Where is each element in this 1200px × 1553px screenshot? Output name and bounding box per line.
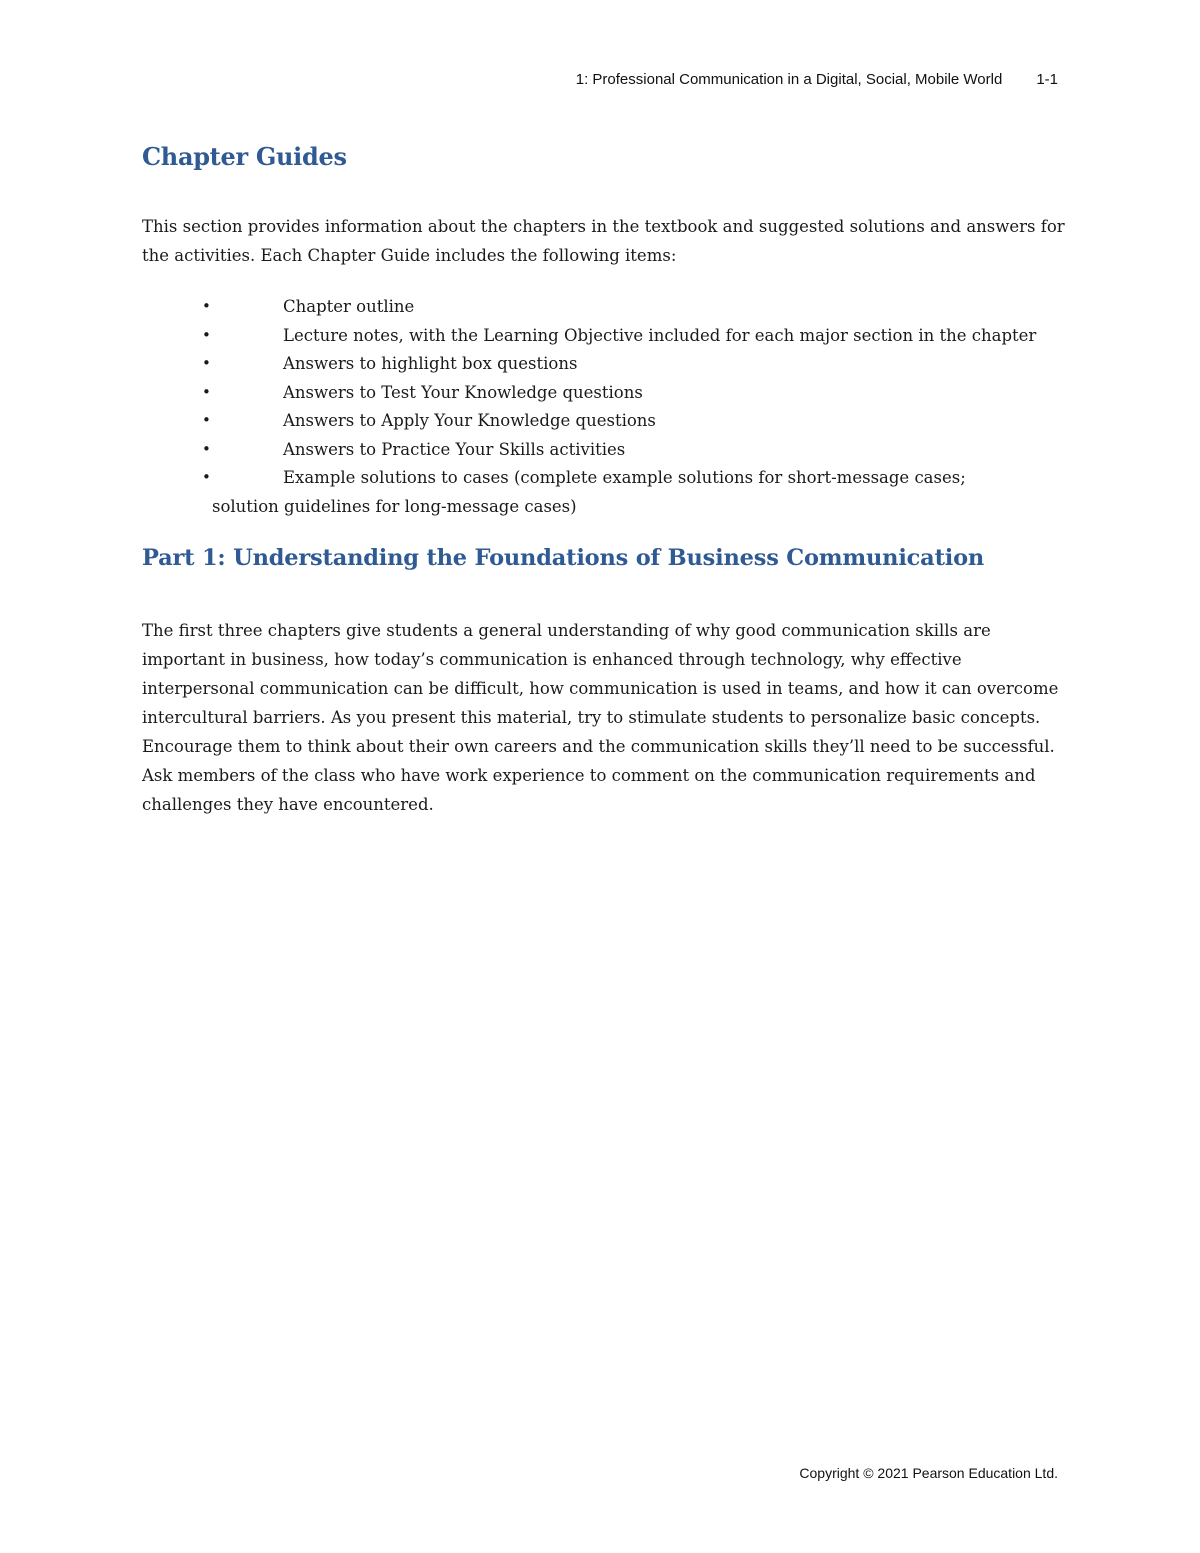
bullet-icon: • xyxy=(202,354,211,372)
list-item-text: Answers to Apply Your Knowledge questions xyxy=(283,411,656,430)
list-item xyxy=(142,406,1072,435)
list-item xyxy=(142,321,1072,350)
list-item-text: Chapter outline xyxy=(283,297,415,316)
list-item-text: Answers to Test Your Knowledge questions xyxy=(283,382,643,402)
list-item xyxy=(142,435,1072,464)
copyright-footer: Copyright © 2021 Pearson Education Ltd. xyxy=(799,1465,1058,1481)
list-item-text: Answers to highlight box questions xyxy=(283,354,578,373)
bullet-icon: • xyxy=(202,468,211,486)
list-item-text: Lecture notes, with the Learning Objective included for each major section in the chapter xyxy=(283,325,1037,345)
section-title: Chapter Guides xyxy=(142,142,347,171)
running-title: 1: Professional Communication in a Digital, Social, Mobile World xyxy=(575,71,1003,88)
bullet-icon: • xyxy=(202,297,211,315)
part-title: Part 1: Understanding the Foundations of Business Communication xyxy=(142,545,985,571)
page-header xyxy=(576,71,1058,88)
list-item-continuation: solution guidelines for long-message cases) xyxy=(212,497,577,516)
chapter-guide-items xyxy=(142,292,1072,521)
list-item xyxy=(142,463,1072,521)
list-item-text: Example solutions to cases (complete example solutions for short-message cases; xyxy=(283,468,966,487)
list-item xyxy=(142,349,1072,378)
list-item xyxy=(142,378,1072,407)
part-paragraph: The first three chapters give students a general understanding of why good communication skills are important in business, how today’s communication is enhanced through technology, why effective interpersonal communication can be difficult, how communication is used in teams, and how it can overcome intercultural barriers. As you present this material, try to stimulate students to personalize basic concepts. Encourage them to think about their own careers and the communication skills they’ll need to be successful. Ask members of the class who have work experience to comment on the communication requirements and challenges they have encountered. xyxy=(142,621,1059,814)
bullet-icon: • xyxy=(202,439,211,458)
list-item xyxy=(142,292,1072,321)
list-item-text: Answers to Practice Your Skills activities xyxy=(283,439,626,459)
intro-paragraph: This section provides information about the chapters in the textbook and suggested solutions and answers for the activities. Each Chapter Guide includes the following items: xyxy=(142,217,1065,265)
bullet-icon: • xyxy=(202,325,211,344)
page-number: 1-1 xyxy=(1036,71,1058,88)
bullet-icon: • xyxy=(202,411,211,429)
bullet-icon: • xyxy=(202,382,211,401)
